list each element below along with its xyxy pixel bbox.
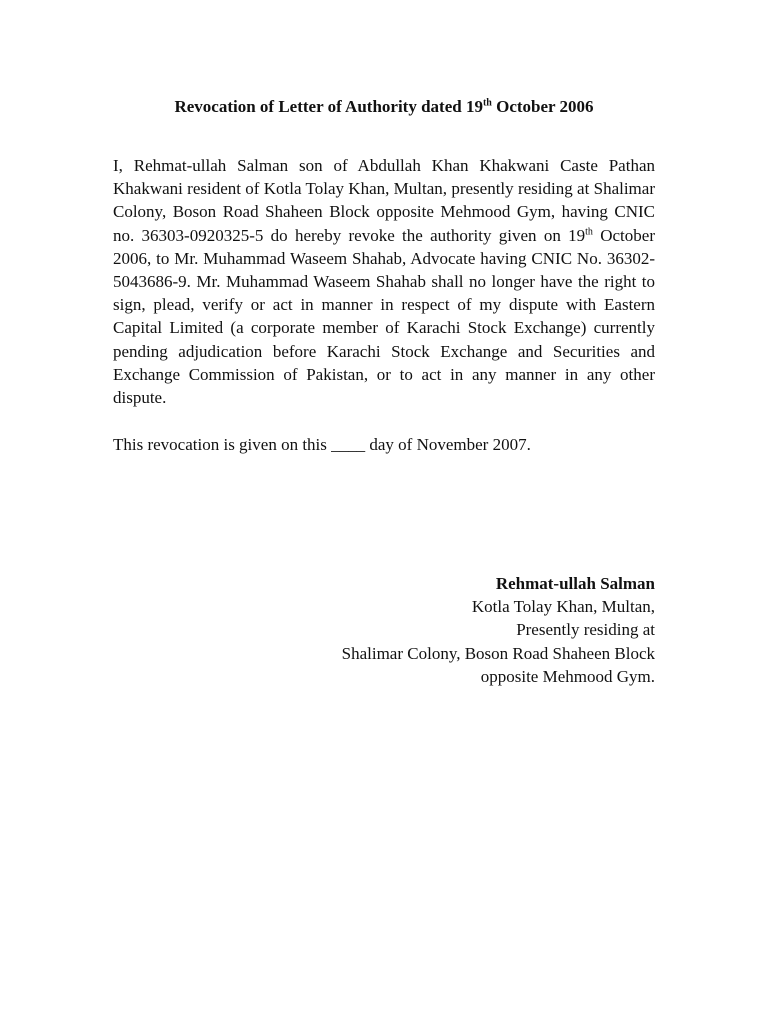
signatory-address-line-2: Presently residing at [516, 620, 655, 640]
title-text-end: October 2006 [491, 97, 594, 116]
date-paragraph: This revocation is given on this ____ day of November 2007. [113, 435, 531, 454]
title-ordinal-suffix: th [482, 97, 492, 109]
paragraph-text-end: October 2006, to Mr. Muhammad Waseem Shahab, Advocate having CNIC No. 36302-5043686-9. Mr. Muhammad Waseem Shahab shall no longer have the right to sign, plead, verify or act in manner in respect of my dispute with Eastern Capital Limited (a corporate member of Karachi Stock Exchange) currently pending adjudication before Karachi Stock Exchange and Securities and Exchange Commission of Pakistan, or to act in any manner in any other dispute. [113, 225, 655, 408]
paragraph-text-start: I, Rehmat-ullah Salman son of Abdullah Khan Khakwani Caste Pathan Khakwani resident of Kotla Tolay Khan, Multan, presently residing at Shalimar Colony, Boson Road Shaheen Block opposite Mehmood Gym, having CNIC no. 36303-0920325-5 do hereby revoke the authority given on 19 [113, 156, 655, 245]
signatory-name: Rehmat-ullah Salman [495, 574, 655, 593]
signatory-address-line-1: Kotla Tolay Khan, Multan, [471, 597, 655, 617]
paragraph-ordinal-suffix: th [585, 225, 593, 237]
revocation-paragraph [113, 154, 655, 409]
signatory-address-line-4: opposite Mehmood Gym. [480, 666, 655, 686]
title-text: Revocation of Letter of Authority dated 19 [174, 97, 483, 116]
document-title [0, 96, 768, 118]
signature-block [342, 572, 655, 688]
signatory-address-line-3: Shalimar Colony, Boson Road Shaheen Block [341, 643, 655, 663]
